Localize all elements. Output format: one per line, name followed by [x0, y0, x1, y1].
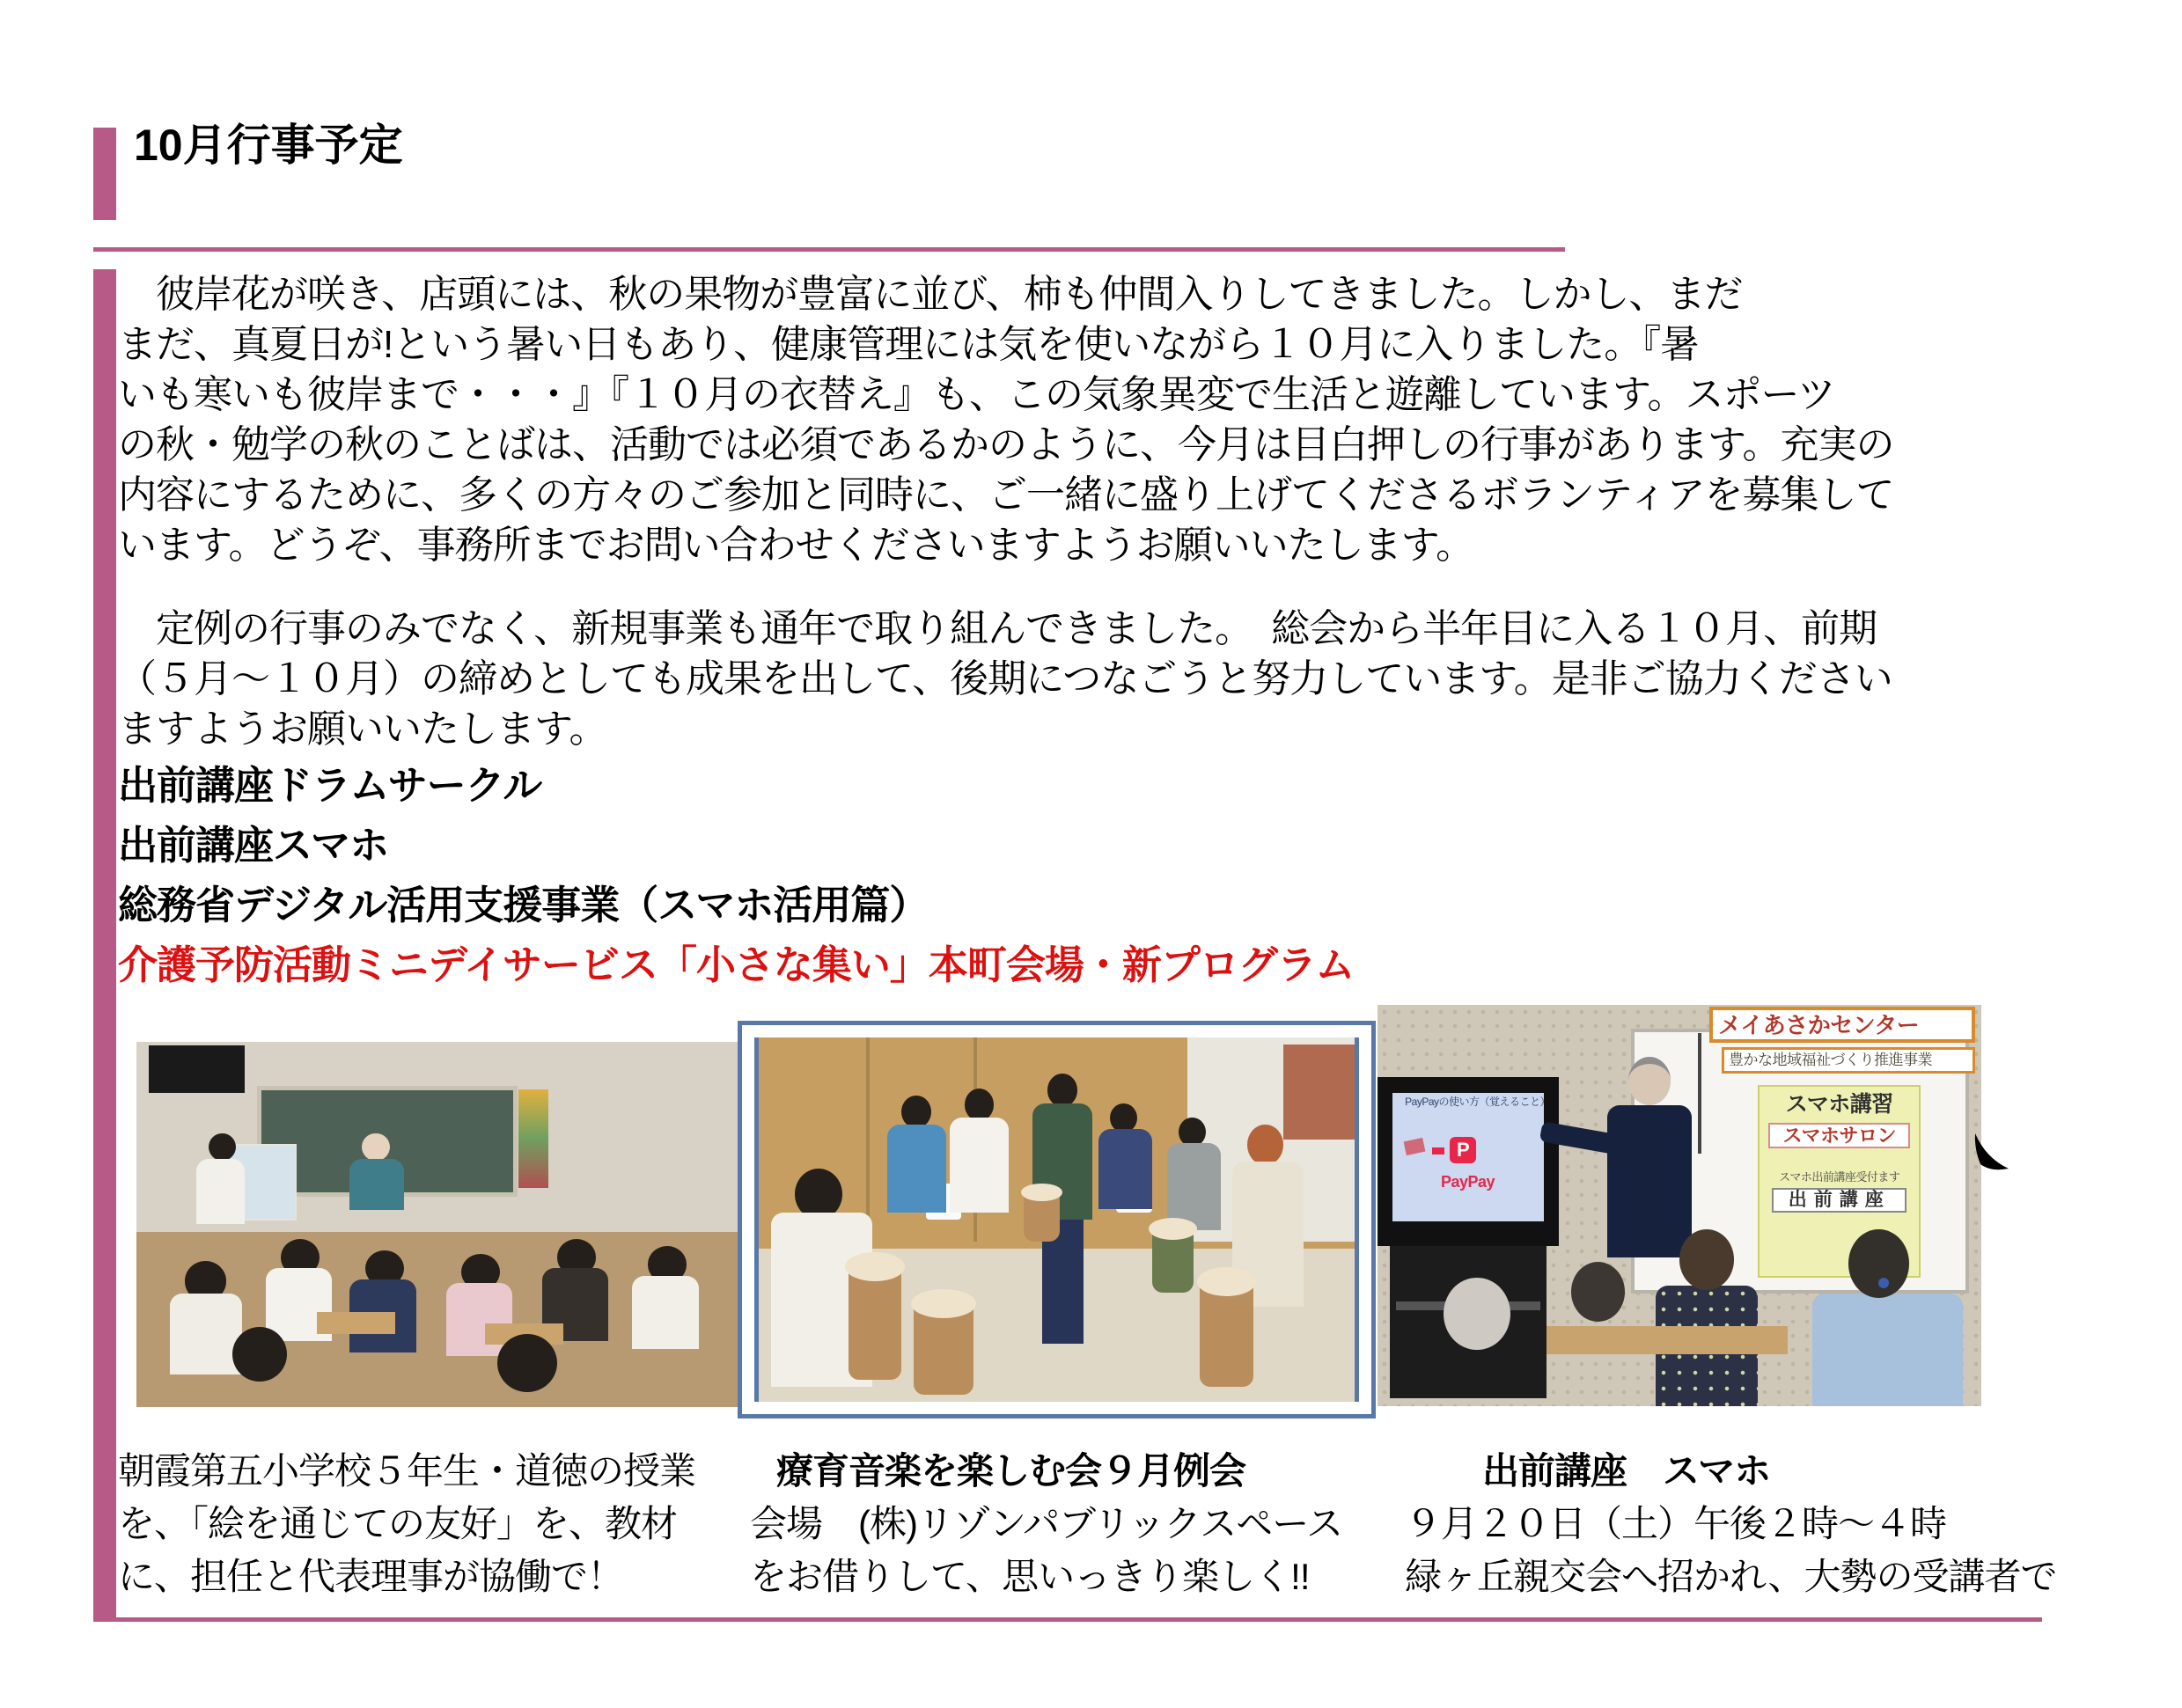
- photo-smartphone-class: [1378, 1005, 1981, 1406]
- banner-title: メイあさかセンター: [1718, 1012, 1920, 1039]
- body-line: の秋・勉学の秋のことばは、活動では必須であるかのように、今月は目白押しの行事があります。充実の: [118, 423, 1894, 466]
- tv-screen: [1392, 1093, 1550, 1221]
- screen-illustration: [1403, 1138, 1425, 1155]
- heading-mini-day-service: 介護予防活動ミニデイサービス「小さな集い」本町会場・新プログラム: [118, 942, 1355, 987]
- title-accent-bar: [93, 128, 116, 220]
- caption-title: 療育音楽を楽しむ会９月例会: [776, 1450, 1246, 1492]
- paypay-logo-letter: P: [1456, 1138, 1470, 1161]
- body-line: ますようお願いいたします。: [118, 707, 607, 751]
- poster-strip: [518, 1089, 548, 1188]
- heading-drum-circle: 出前講座ドラムサークル: [118, 763, 542, 808]
- caption-line: 緑ヶ丘親交会へ招かれ、大勢の受講者で: [1405, 1556, 2057, 1597]
- pupil-head-foreground: [497, 1334, 557, 1392]
- drummer-head: [1110, 1103, 1136, 1133]
- conga-drum-top: [1197, 1267, 1257, 1296]
- body-line: います。どうぞ、事務所までお問い合わせくださいますようお願いいたします。: [118, 524, 1474, 567]
- page-title: 10月行事予定: [134, 121, 403, 170]
- tv-monitor: [149, 1045, 245, 1093]
- djembe-drum-top: [1149, 1218, 1196, 1240]
- body-line: いも寒いも彼岸まで・・・』『１０月の衣替え』も、この気象異変で生活と遊離しています。スポーツ: [118, 373, 1835, 416]
- poster-title: スマホ講習: [1785, 1092, 1893, 1118]
- photo-drum-circle-frame: [738, 1021, 1376, 1418]
- poster-bottom-label: 出前講座: [1772, 1188, 1906, 1213]
- body-line: 定例の行事のみでなく、新規事業も通年で取り組んできました。 総会から半年目に入る１０月、前期: [118, 607, 1877, 650]
- drummer-shirt-blue: [887, 1125, 947, 1212]
- attendee-head: [1679, 1229, 1734, 1289]
- poster-note: スマホ出前講座受付ます: [1779, 1170, 1900, 1184]
- conga-drum-top: [911, 1289, 976, 1318]
- pupil-shirt: [632, 1276, 698, 1349]
- attendee-head: [1571, 1262, 1626, 1322]
- presenter-torso: [1607, 1105, 1692, 1257]
- drummer-shirt-white: [950, 1118, 1010, 1213]
- caption-title: 出前講座 スマホ: [1482, 1450, 1771, 1492]
- woman-orange-hair: [1247, 1125, 1283, 1165]
- presenter-head: [1628, 1057, 1671, 1105]
- caption-line: をお借りして、思いっきり楽しく!!: [750, 1556, 1310, 1597]
- heading-smartphone: 出前講座スマホ: [118, 823, 389, 868]
- poster-subtitle: スマホサロン: [1768, 1123, 1910, 1148]
- table: [1547, 1326, 1788, 1354]
- left-accent-bar: [93, 269, 116, 1617]
- drummer-head: [901, 1096, 931, 1128]
- drummer-shirt-navy: [1098, 1129, 1152, 1209]
- teacher-torso: [349, 1159, 403, 1210]
- screen-arrow-icon: [1432, 1147, 1444, 1155]
- pupil-head-foreground: [232, 1327, 286, 1382]
- attendee-head-bun: [1848, 1229, 1909, 1298]
- leader-head: [1047, 1074, 1077, 1106]
- body-line: 内容にするために、多くの方々のご参加と同時に、ご一緒に盛り上げてくださるボランティアを募集して: [118, 473, 1894, 517]
- heading-digital-support: 総務省デジタル活用支援事業（スマホ活用篇）: [118, 883, 929, 927]
- caption-line: に、担任と代表理事が協働で！: [118, 1556, 624, 1597]
- pupil-shirt: [446, 1283, 512, 1356]
- bottom-rule: [93, 1617, 2042, 1622]
- brushstroke-comma-mark: [1972, 1132, 2014, 1177]
- wall-panel-line: [866, 1037, 870, 1242]
- caption-smartphone: [1405, 1445, 2057, 1603]
- paypay-logo: [1450, 1137, 1476, 1163]
- caption-line: 会場 (株)リゾンパブリックスペース: [750, 1503, 1343, 1544]
- desk: [317, 1312, 395, 1334]
- body-line: （５月～１０月）の締めとしても成果を出して、後期につなごうと努力しています。是非ご協力ください: [118, 657, 1892, 700]
- banner-subtitle-strip: [1722, 1047, 1975, 1074]
- helper-head: [209, 1133, 236, 1161]
- banner-subtitle: 豊かな地域福祉づくり推進事業: [1729, 1051, 1933, 1068]
- caption-line: ９月２０日（土）午後２時～４時: [1405, 1503, 1947, 1544]
- helper-torso: [196, 1159, 245, 1225]
- body-line: まだ、真夏日が!という暑い日もあり、健康管理には気を使いながら１０月に入りました。『暑: [118, 323, 1699, 366]
- title-underline: [93, 247, 1565, 252]
- photo-classroom: [136, 1042, 738, 1407]
- photo-drum-circle: [754, 1037, 1359, 1402]
- tv-screen-title: PayPayの使い方（覚えること）: [1405, 1096, 1550, 1109]
- caption-line: を、「絵を通じての友好」を、教材: [118, 1503, 678, 1544]
- caption-classroom: [118, 1445, 739, 1603]
- center-banner: [1709, 1007, 1975, 1043]
- paypay-wordmark: PayPay: [1441, 1172, 1495, 1191]
- body-line: 彼岸花が咲き、店頭には、秋の果物が豊富に並び、柿も仲間入りしてきました。しかし、まだ: [118, 273, 1743, 316]
- paragraph-1: [118, 269, 1893, 570]
- paragraph-2: [118, 604, 1892, 754]
- drummer-head: [965, 1089, 995, 1121]
- caption-drum-circle: [750, 1445, 1375, 1603]
- attendee-blue-shirt: [1812, 1294, 1964, 1406]
- teacher-head: [362, 1133, 389, 1162]
- pupil-shirt: [170, 1294, 242, 1374]
- caption-line: 朝霞第五小学校５年生・道徳の授業: [118, 1450, 696, 1492]
- brick-building-through-window: [1283, 1045, 1355, 1140]
- attendee-gray-hair: [1444, 1278, 1510, 1350]
- mic-stand: [1698, 1033, 1702, 1154]
